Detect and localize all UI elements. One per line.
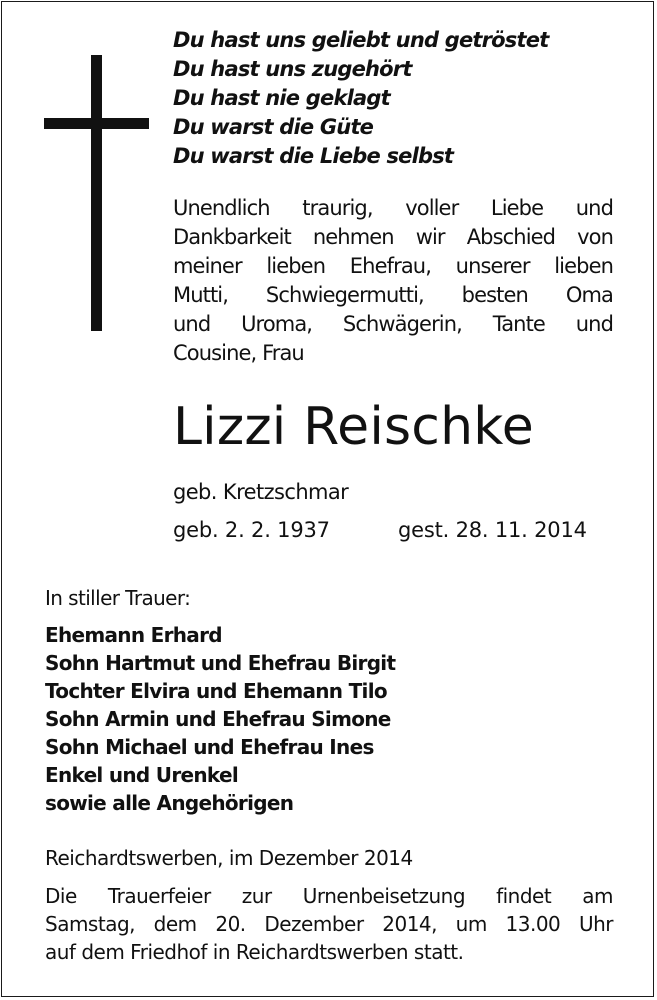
service-line: Die Trauerfeier zur Urnenbeisetzung findet am [45, 884, 613, 908]
service-line: auf dem Friedhof in Reichardtswerben statt. [45, 940, 464, 964]
intro-line: Dankbarkeit nehmen wir Abschied von [173, 225, 613, 249]
verse-line: Du warst die Liebe selbst [173, 144, 454, 168]
cross-vertical-bar [91, 55, 102, 331]
mourner-item: Ehemann Erhard [45, 623, 222, 647]
mourner-item: Sohn Hartmut und Ehefrau Birgit [45, 651, 396, 675]
verse-line: Du hast uns zugehört [173, 57, 412, 81]
mourner-item: Tochter Elvira und Ehemann Tilo [45, 679, 387, 703]
memorial-verse [173, 26, 548, 171]
intro-line: Cousine, Frau [173, 341, 304, 365]
intro-line: und Uroma, Schwägerin, Tante und [173, 312, 613, 336]
deceased-name: Lizzi Reischke [173, 397, 534, 457]
verse-line: Du hast uns geliebt und getröstet [173, 28, 549, 52]
death-date: gest. 28. 11. 2014 [398, 518, 587, 542]
intro-line: Mutti, Schwiegermutti, besten Oma [173, 283, 613, 307]
intro-text [173, 194, 613, 368]
service-line: Samstag, dem 20. Dezember 2014, um 13.00 Uhr [45, 912, 613, 936]
mourner-item: Enkel und Urenkel [45, 763, 238, 787]
mourners-list [45, 621, 395, 817]
maiden-name: geb. Kretzschmar [173, 480, 349, 504]
intro-line: meiner lieben Ehefrau, unserer lieben [173, 254, 613, 278]
place-and-date: Reichardtswerben, im Dezember 2014 [45, 846, 413, 870]
mourning-label: In stiller Trauer: [45, 586, 191, 610]
verse-line: Du warst die Güte [173, 115, 374, 139]
cross-horizontal-bar [44, 118, 149, 129]
mourner-item: sowie alle Angehörigen [45, 791, 294, 815]
verse-line: Du hast nie geklagt [173, 86, 390, 110]
birth-date: geb. 2. 2. 1937 [173, 518, 330, 542]
mourner-item: Sohn Michael und Ehefrau Ines [45, 735, 374, 759]
funeral-service-info [45, 882, 613, 966]
intro-line: Unendlich traurig, voller Liebe und [173, 196, 613, 220]
mourner-item: Sohn Armin und Ehefrau Simone [45, 707, 391, 731]
